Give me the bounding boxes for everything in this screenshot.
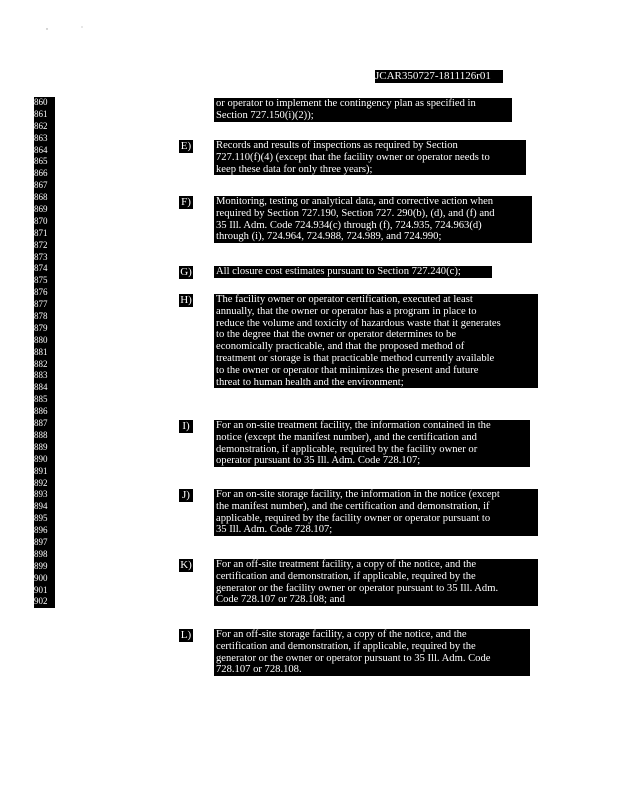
- speck-marks: [44, 21, 94, 33]
- line-number: 870: [34, 216, 55, 228]
- item-marker: H): [180, 294, 192, 306]
- text-line: certification and demonstration, if applicable, required by the: [216, 570, 476, 582]
- text-line: required by Section 727.190, Section 727. 290(b), (d), and (f) and: [216, 207, 495, 219]
- line-number: 885: [34, 394, 55, 406]
- line-number: 864: [34, 145, 55, 157]
- line-number: 901: [34, 585, 55, 597]
- line-number: 877: [34, 299, 55, 311]
- line-number: 892: [34, 478, 55, 490]
- line-number: 860: [34, 97, 55, 109]
- line-number: 869: [34, 204, 55, 216]
- text-line: the manifest number), and the certification and demonstration, if: [216, 500, 490, 512]
- line-number: 873: [34, 252, 55, 264]
- text-line: Code 728.107 or 728.108; and: [216, 594, 345, 606]
- text-line: For an on-site storage facility, the information in the notice (except: [216, 489, 500, 500]
- text-line: For an off-site storage facility, a copy of the notice, and the: [216, 629, 467, 640]
- line-number: 896: [34, 525, 55, 537]
- text-line: through (i), 724.964, 724.988, 724.989, and 724.990;: [216, 231, 442, 243]
- text-line: generator or the owner or operator pursuant to 35 Ill. Adm. Code: [216, 652, 491, 664]
- text-line: generator or the facility owner or operator pursuant to 35 Ill. Adm.: [216, 582, 499, 594]
- item-marker: J): [179, 489, 193, 502]
- document-code-header: JCAR350727-1811126r01: [375, 70, 503, 83]
- line-number: 898: [34, 549, 55, 561]
- line-number: 889: [34, 442, 55, 454]
- line-number: 882: [34, 359, 55, 371]
- text-line: or operator to implement the contingency plan as specified in: [216, 98, 476, 109]
- line-number: 861: [34, 109, 55, 121]
- item-marker: I): [179, 420, 193, 433]
- line-number: 871: [34, 228, 55, 240]
- text-line: 727.110(f)(4) (except that the facility owner or operator needs to: [216, 151, 490, 163]
- text-line: 728.107 or 728.108.: [216, 664, 302, 676]
- text-line: certification and demonstration, if applicable, required by the: [216, 640, 476, 652]
- line-number: 893: [34, 489, 55, 501]
- item-marker: E): [180, 140, 192, 152]
- line-number: 866: [34, 168, 55, 180]
- line-number: 878: [34, 311, 55, 323]
- line-number-column: [34, 97, 56, 608]
- item-paragraph: [214, 294, 538, 388]
- line-number: 891: [34, 466, 55, 478]
- line-number: 876: [34, 287, 55, 299]
- item-paragraph: [214, 489, 538, 536]
- line-number: 868: [34, 192, 55, 204]
- item-marker: G): [180, 266, 192, 278]
- text-line: to the owner or operator that minimizes the present and future: [216, 364, 479, 376]
- line-number: 875: [34, 275, 55, 287]
- line-number: 879: [34, 323, 55, 335]
- item-marker: K): [180, 559, 192, 571]
- item-paragraph: [214, 266, 492, 278]
- item-marker: L): [180, 629, 192, 641]
- text-line: Records and results of inspections as required by Section: [216, 140, 458, 151]
- line-number: 884: [34, 382, 55, 394]
- continuation-paragraph: [214, 98, 512, 122]
- line-number: 867: [34, 180, 55, 192]
- text-line: 35 Ill. Adm. Code 728.107;: [216, 524, 333, 536]
- text-line: treatment or storage is that practicable method currently available: [216, 352, 495, 364]
- text-line: reduce the volume and toxicity of hazardous waste that it generates: [216, 317, 501, 329]
- line-number: 862: [34, 121, 55, 133]
- line-number: 900: [34, 573, 55, 585]
- scan-specks: [44, 20, 94, 32]
- text-line: notice (except the manifest number), and the certification and: [216, 431, 477, 443]
- line-number: 888: [34, 430, 55, 442]
- line-number: 895: [34, 513, 55, 525]
- line-number: 899: [34, 561, 55, 573]
- item-paragraph: [214, 196, 532, 243]
- line-number: 902: [34, 596, 55, 608]
- line-number: 897: [34, 537, 55, 549]
- text-line: The facility owner or operator certification, executed at least: [216, 294, 473, 305]
- line-number: 887: [34, 418, 55, 430]
- item-paragraph: [214, 420, 530, 467]
- text-line: operator pursuant to 35 Ill. Adm. Code 728.107;: [216, 455, 421, 467]
- text-line: Monitoring, testing or analytical data, and corrective action when: [216, 196, 494, 207]
- item-paragraph: [214, 140, 526, 175]
- text-line: threat to human health and the environment;: [216, 376, 404, 388]
- line-number: 890: [34, 454, 55, 466]
- line-number: 863: [34, 133, 55, 145]
- line-number: 881: [34, 347, 55, 359]
- line-number: 874: [34, 263, 55, 275]
- line-number: 872: [34, 240, 55, 252]
- item-paragraph: [214, 559, 538, 606]
- text-line: keep these data for only three years);: [216, 163, 373, 175]
- text-line: applicable, required by the facility owner or operator pursuant to: [216, 512, 491, 524]
- text-line: to the degree that the owner or operator determines to be: [216, 329, 457, 341]
- line-number: 865: [34, 156, 55, 168]
- text-line: For an on-site treatment facility, the information contained in the: [216, 420, 491, 431]
- text-line: 35 Ill. Adm. Code 724.934(c) through (f), 724.935, 724.963(d): [216, 219, 482, 231]
- text-line: economically practicable, and that the proposed method of: [216, 341, 465, 353]
- line-number: 894: [34, 501, 55, 513]
- text-line: annually, that the owner or operator has a program in place to: [216, 305, 477, 317]
- text-line: demonstration, if applicable, required by the facility owner or: [216, 443, 478, 455]
- text-line: For an off-site treatment facility, a copy of the notice, and the: [216, 559, 477, 570]
- line-number: 880: [34, 335, 55, 347]
- line-number: 883: [34, 370, 55, 382]
- line-number: 886: [34, 406, 55, 418]
- text-line: All closure cost estimates pursuant to Section 727.240(c);: [216, 266, 461, 277]
- item-marker: F): [179, 196, 193, 209]
- text-line: Section 727.150(i)(2));: [216, 109, 314, 121]
- item-paragraph: [214, 629, 530, 676]
